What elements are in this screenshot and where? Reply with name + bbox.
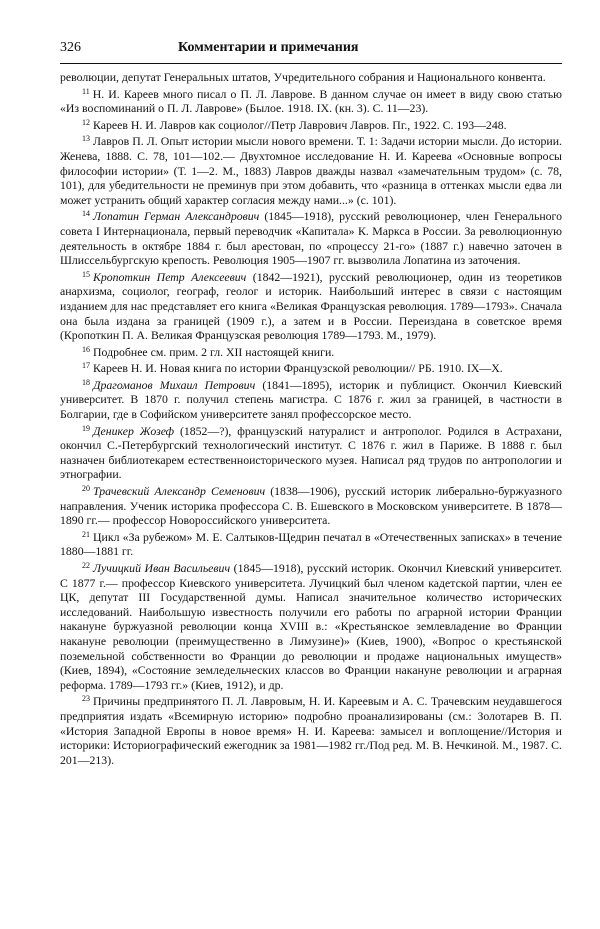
- note-text: (1845—1918), русский революционер, член Генерального совета I Интернационала, первый переводчик «Капитала» К. Маркса в России. За революционную деятельность в октябре 1884 г. был арестован, по «процессу 21-го» (1887 г.) навечно заточен в Шлиссельбургскую крепость. Революция 1905—1907 гг. вызволила Лопатина из заточения.: [60, 209, 562, 268]
- note-number: 12: [82, 117, 90, 127]
- note-text: (1845—1918), русский историк. Окончил Киевский университет. С 1877 г.— профессор Киевского университета. Лучицкий был членом кадетской партии, член ее ЦК, депутат III Государственной думы. Написал значительное количество исторических исследований. Наибольшую известность получили его работы по аграрной истории Франции накануне буржуазной революции конца XVIII в.: «Крестьянское землевладение во Франции накануне революции (преимущественно в Лимузине)» (Киев, 1900), «Вопрос о крестьянской поземельной собственности во Франции до революции и продаже национальных имуществ» (Киев, 1894), «Состояние земледельческих классов во Франции накануне революции и аграрная реформа. 1789—1793 гг.» (Киев, 1912), и др.: [60, 561, 563, 692]
- note-23: [60, 692, 562, 767]
- note-text: Кареев Н. И. Лавров как социолог//Петр Лаврович Лавров. Пг., 1922. С. 193—248.: [93, 117, 507, 132]
- header-rule: [60, 63, 562, 64]
- note-12: [60, 116, 562, 133]
- note-16: [60, 343, 562, 360]
- note-number: 17: [82, 361, 90, 371]
- note-continuation: [60, 70, 562, 85]
- person-name: Трачевский Александр Семенович: [93, 484, 266, 499]
- note-number: 11: [82, 86, 90, 96]
- page-number: 326: [60, 40, 81, 55]
- note-19: [60, 422, 562, 482]
- note-20: [60, 482, 562, 528]
- note-number: 21: [82, 529, 90, 539]
- note-text: Кареев Н. И. Новая книга по истории Французской революции// РБ. 1910. IX—X.: [93, 361, 503, 376]
- note-number: 19: [82, 423, 90, 433]
- note-number: 23: [82, 694, 90, 704]
- note-15: [60, 268, 562, 343]
- person-name: Лучицкий Иван Васильевич: [93, 561, 231, 575]
- note-number: 15: [82, 269, 90, 279]
- person-name: Лопатин Герман Александрович: [93, 209, 260, 224]
- running-header: [60, 40, 562, 60]
- note-21: [60, 528, 562, 559]
- note-11: [60, 85, 562, 116]
- note-number: 22: [82, 561, 90, 570]
- note-13: [60, 132, 562, 207]
- note-text: Н. И. Кареев много писал о П. Л. Лаврове. В данном случае он имеет в виду свою статью «Из воспоминаний о П. Л. Лаврове» (Былое. 1918. IX. (кн. 3). С. 11—23).: [60, 86, 562, 116]
- note-text: (1838—1906), русский историк либерально-буржуазного направления. Ученик историка профессора С. В. Ешевского в Московском университете. В 1878—1890 гг.— профессор Новороссийского университета.: [60, 484, 562, 528]
- running-title: Комментарии и примечания: [178, 40, 359, 55]
- note-number: 18: [82, 377, 90, 387]
- note-number: 13: [82, 134, 90, 144]
- note-number: 20: [82, 484, 90, 494]
- note-14: [60, 207, 562, 267]
- note-text: (1852—?), французский натуралист и антрополог. Родился в Астрахани, окончил С.-Петербургский технологический институт. С 1876 г. жил в Париже. В 1888 г. был назначен библиотекарем естественноисторического музея. Написал ряд трудов по антропологии и этнографии.: [60, 423, 562, 482]
- note-text: революции, депутат Генеральных штатов, Учредительного собрания и Национального конвента.: [60, 70, 546, 84]
- person-name: Деникер Жозеф: [93, 423, 175, 438]
- note-number: 16: [82, 344, 90, 354]
- note-number: 14: [82, 209, 90, 219]
- person-name: Кропоткин Петр Алексеевич: [93, 269, 247, 284]
- person-name: Драгоманов Михаил Петрович: [93, 377, 256, 392]
- note-text: Подробнее см. прим. 2 гл. XII настоящей книги.: [93, 344, 335, 359]
- note-22: [60, 559, 562, 692]
- note-text: Цикл «За рубежом» М. Е. Салтыков-Щедрин печатал в «Отечественных записках» в течение 1880—1881 гг.: [60, 529, 562, 559]
- note-text: (1842—1921), русский революционер, один из теоретиков анархизма, социолог, географ, геолог и историк. Наибольший интерес в связи с настоящим изданием для нас представляет его книга «Великая Французская революция. 1789—1793». Сначала она была издана за границей (1909 г.), а затем и в России. Переиздана в советское время (Кропоткин П. А. Великая Французская революция 1789—1793. М., 1979).: [60, 269, 562, 343]
- note-17: [60, 359, 562, 376]
- notes-body: [60, 70, 562, 767]
- note-text: Лавров П. Л. Опыт истории мысли нового времени. Т. 1: Задачи истории мысли. До истории. Женева, 1888. С. 78, 101—102.— Двухтомное исследование Н. И. Кареева «Основные вопросы философии истории» (Т. 1—2. М., 1883) Лавров дважды назвал «замечательным трудом» (с. 78, 101), для убедительности не преминув при этом добавить, что «разница в оттенках мысли едва ли может устранить общий характер согласия между нами...» (с. 101).: [60, 134, 562, 207]
- note-18: [60, 376, 562, 422]
- note-text: (1841—1895), историк и публицист. Окончил Киевский университет. В 1870 г. получил степень магистра. С 1876 г. жил за границей, в частности в Болгарии, где в Софийском университете занял профессорское место.: [60, 377, 562, 422]
- note-text: Причины предпринятого П. Л. Лавровым, Н. И. Кареевым и А. С. Трачевским неудавшегося предприятия издать «Всемирную историю» подробно проанализированы (см.: Золотарев В. П. «История Западной Европы в новое время» Н. И. Кареева: замысел и воплощение//История и историки: Историографический ежегодник за 1981—1982 гг./Под ред. М. В. Нечкиной. М., 1987. С. 201—213).: [60, 694, 562, 767]
